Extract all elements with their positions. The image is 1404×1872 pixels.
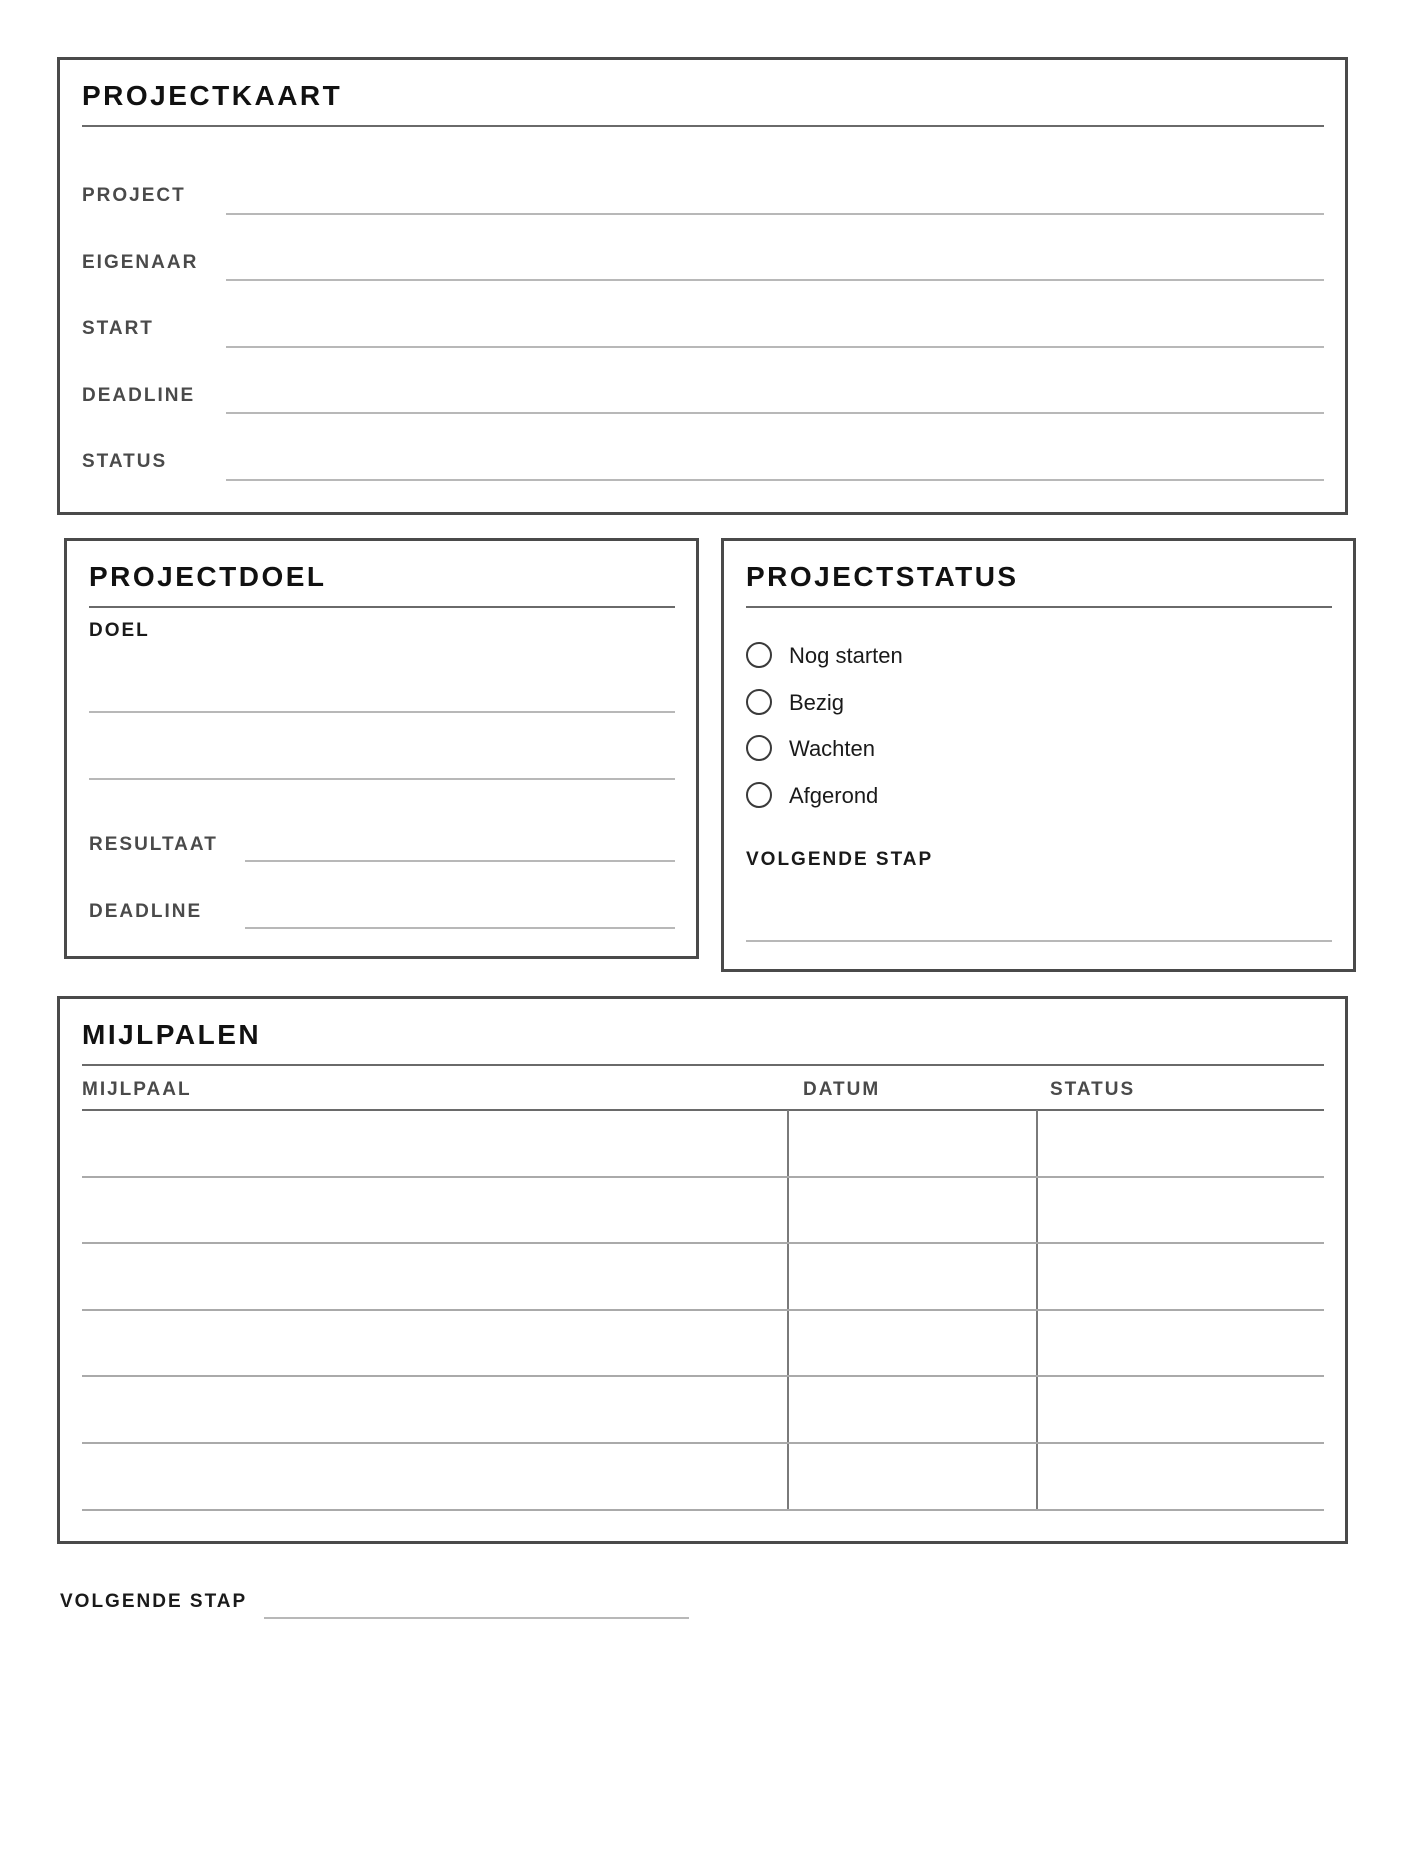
- field-label-deadline: DEADLINE: [82, 385, 196, 406]
- option-label-nog-starten: Nog starten: [789, 643, 903, 668]
- column-header-datum: DATUM: [803, 1079, 881, 1100]
- table-row[interactable]: [82, 1442, 1324, 1444]
- projectkaart-title: PROJECTKAART: [82, 80, 343, 111]
- radio-wachten[interactable]: [746, 735, 772, 761]
- option-label-bezig: Bezig: [789, 690, 845, 715]
- radio-afgerond[interactable]: [746, 782, 772, 808]
- doel-line-1[interactable]: [89, 711, 675, 713]
- resultaat-line[interactable]: [245, 860, 675, 862]
- table-row[interactable]: [82, 1509, 1324, 1511]
- status-next-step-line[interactable]: [746, 940, 1332, 942]
- field-line-deadline[interactable]: [226, 412, 1324, 414]
- field-label-eigenaar: EIGENAAR: [82, 252, 199, 273]
- radio-nog-starten[interactable]: [746, 642, 772, 668]
- projectstatus-title-rule: [746, 606, 1332, 608]
- table-header-rule: [82, 1109, 1324, 1111]
- field-label-status: STATUS: [82, 451, 168, 472]
- projectdoel-title: PROJECTDOEL: [89, 561, 327, 592]
- field-label-project: PROJECT: [82, 185, 186, 206]
- table-row[interactable]: [82, 1375, 1324, 1377]
- radio-bezig[interactable]: [746, 689, 772, 715]
- resultaat-label: RESULTAAT: [89, 834, 218, 855]
- table-row[interactable]: [82, 1176, 1324, 1178]
- field-line-eigenaar[interactable]: [226, 279, 1324, 281]
- field-line-status[interactable]: [226, 479, 1324, 481]
- doel-deadline-line[interactable]: [245, 927, 675, 929]
- footer-next-step-label: VOLGENDE STAP: [60, 1591, 248, 1612]
- column-header-status: STATUS: [1050, 1079, 1136, 1100]
- table-row[interactable]: [82, 1242, 1324, 1244]
- table-row[interactable]: [82, 1309, 1324, 1311]
- projectstatus-title: PROJECTSTATUS: [746, 561, 1019, 592]
- column-header-mijlpaal: MIJLPAAL: [82, 1079, 192, 1100]
- footer-next-step-line[interactable]: [264, 1617, 689, 1619]
- mijlpalen-title: MIJLPALEN: [82, 1019, 262, 1050]
- doel-label: DOEL: [89, 620, 150, 641]
- projectkaart-title-rule: [82, 125, 1324, 127]
- option-label-wachten: Wachten: [789, 736, 876, 761]
- field-line-start[interactable]: [226, 346, 1324, 348]
- projectdoel-title-rule: [89, 606, 675, 608]
- projectdoel-card: [64, 538, 699, 959]
- status-next-step-label: VOLGENDE STAP: [746, 849, 934, 870]
- doel-line-2[interactable]: [89, 778, 675, 780]
- field-line-project[interactable]: [226, 213, 1324, 215]
- mijlpalen-title-rule: [82, 1064, 1324, 1066]
- doel-deadline-label: DEADLINE: [89, 901, 203, 922]
- option-label-afgerond: Afgerond: [789, 783, 879, 808]
- mijlpalen-card: [57, 996, 1348, 1544]
- field-label-start: START: [82, 318, 154, 339]
